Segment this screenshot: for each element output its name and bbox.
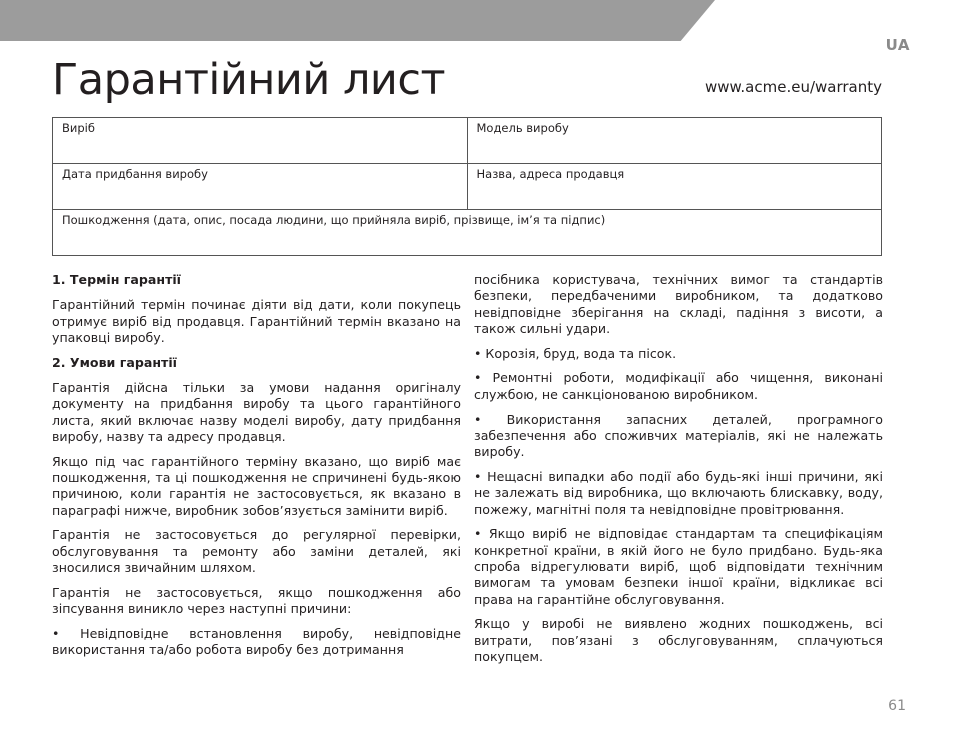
- paragraph: Якщо у виробі не виявлено жодних пошкоджень, всі витрати, пов’язані з обслуговуванням, сплачуються покупцем.: [474, 616, 883, 664]
- paragraph: Гарантійний термін починає діяти від дати, коли покупець отримує виріб від продавця. Гарантійний термін вказано на упаковці виробу.: [52, 297, 461, 345]
- paragraph: Гарантія не застосовується, якщо пошкодження або зіпсування виникло через наступні причини:: [52, 584, 461, 617]
- product-field[interactable]: Виріб: [53, 118, 468, 164]
- bullet-item: • Нещасні випадки або події або будь-які інші причини, які не залежать від виробника, що включають блискавку, воду, пожежу, магнітні поля та невідповідне провітрювання.: [474, 468, 883, 517]
- paragraph: Якщо під час гарантійного терміну вказано, що виріб має пошкодження, та ці пошкодження не спричинені будь-якою причиною, коли гарантія не застосовується, як вказано в параграфі нижче, виробник зобов’язується замінити виріб.: [52, 453, 461, 518]
- bullet-item: • Корозія, бруд, вода та пісок.: [474, 345, 677, 361]
- right-column: [474, 272, 883, 674]
- section-heading-term: 1. Термін гарантії: [52, 272, 181, 287]
- damage-field[interactable]: Пошкодження (дата, опис, посада людини, що прийняла виріб, прізвище, ім’я та підпис): [53, 210, 882, 256]
- language-code: UA: [885, 36, 910, 54]
- page-title: Гарантійний лист: [52, 55, 446, 105]
- left-column: [52, 272, 461, 667]
- warranty-url: www.acme.eu/warranty: [704, 78, 882, 96]
- paragraph: Гарантія не застосовується до регулярної перевірки, обслуговування та ремонту або заміни деталей, які зносилися звичайним шляхом.: [52, 527, 461, 575]
- bullet-item: • Ремонтні роботи, модифікації або чищення, виконані службою, не санкціонованою виробником.: [474, 370, 883, 402]
- paragraph: посібника користувача, технічних вимог та стандартів безпеки, передбаченими виробником, та додатково невідповідне зберігання на складі, падіння з висоти, а також сильні удари.: [474, 272, 883, 336]
- bullet-item: • Використання запасних деталей, програмного забезпечення або споживчих матеріалів, які не належать виробу.: [474, 411, 883, 460]
- paragraph: Гарантія дійсна тільки за умови надання оригіналу документу на придбання виробу та цього гарантійного листа, який включає назву моделі виробу, дату придбання виробу, назву та адресу продавця.: [52, 379, 461, 444]
- purchase-date-field[interactable]: Дата придбання виробу: [53, 164, 468, 210]
- warranty-form: [52, 117, 882, 256]
- section-heading-conditions: 2. Умови гарантії: [52, 354, 177, 370]
- page-number: 61: [888, 698, 906, 714]
- header-bar: [0, 0, 715, 41]
- seller-field[interactable]: Назва, адреса продавця: [467, 164, 882, 210]
- model-field[interactable]: Модель виробу: [467, 118, 882, 164]
- bullet-item: • Невідповідне встановлення виробу, невідповідне використання та/або робота виробу без дотримання: [52, 625, 461, 658]
- bullet-item: • Якщо виріб не відповідає стандартам та специфікаціям конкретної країни, в якій його не було придбано. Будь-яка спроба відрегулювати виріб, щоб відповідати технічним вимогам та умовам безпеки іншої країни, відкликає всі права на гарантійне обслуговування.: [474, 526, 883, 607]
